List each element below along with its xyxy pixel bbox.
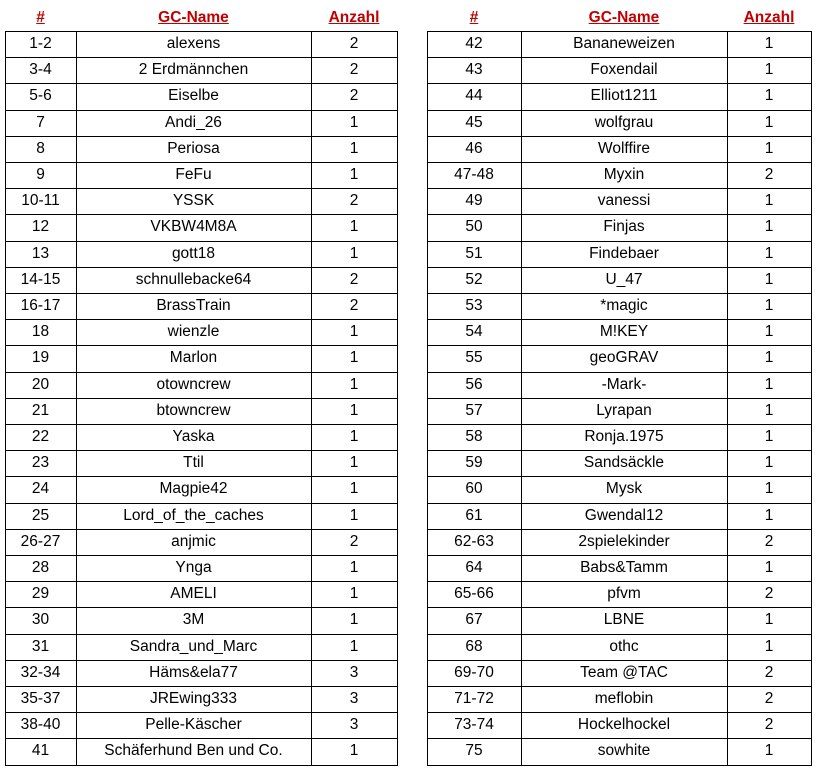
right-row-rank: 54 [465,323,483,341]
right-header-count: Anzahl [743,9,795,26]
right-row-count: 1 [764,113,774,131]
right-row-rank: 69-70 [454,663,494,681]
right-row-name: Team @TAC [580,663,668,681]
left-row-name: schnullebacke64 [135,270,252,288]
right-row-name: Hockelhockel [577,716,671,734]
left-row-name: alexens [166,35,221,53]
right-row-rank: 42 [465,35,483,53]
right-row-count: 1 [764,61,774,79]
left-header-count: Anzahl [328,9,380,26]
left-row-count: 2 [349,297,359,315]
left-row-name: Sandra_und_Marc [129,637,258,655]
grid-line [427,686,812,687]
left-row-rank: 22 [31,428,50,446]
left-header-rank: # [36,9,45,26]
right-row-count: 1 [764,480,774,498]
left-row-count: 2 [349,270,359,288]
right-row-name: LBNE [603,611,645,629]
grid-line [397,31,398,765]
right-row-rank: 64 [465,559,483,577]
left-row-name: Yaska [172,428,215,446]
grid-line [427,136,812,137]
left-row-rank: 28 [31,559,50,577]
left-row-count: 1 [349,742,359,760]
left-row-count: 1 [349,375,359,393]
left-row-name: 3M [182,611,205,629]
grid-line [727,31,728,765]
grid-line [5,555,398,556]
grid-line [5,214,398,215]
grid-line [5,345,398,346]
right-row-rank: 51 [465,244,483,262]
right-row-rank: 73-74 [454,716,494,734]
grid-line [427,581,812,582]
left-row-name: otowncrew [156,375,231,393]
right-row-rank: 71-72 [454,690,494,708]
right-row-name: sowhite [597,742,651,760]
grid-line [5,450,398,451]
right-row-count: 1 [764,218,774,236]
right-row-name: Foxendail [590,61,658,79]
grid-line [5,765,398,766]
right-row-name: U_47 [605,270,643,288]
right-row-rank: 68 [465,637,483,655]
left-row-count: 3 [349,663,359,681]
right-row-count: 1 [764,87,774,105]
right-row-name: Gwendal12 [584,506,664,524]
grid-line [5,267,398,268]
left-row-count: 1 [349,349,359,367]
right-row-count: 2 [764,690,774,708]
right-row-name: Wolffire [598,139,650,157]
left-row-count: 2 [349,192,359,210]
grid-line [5,293,398,294]
left-row-name: Lord_of_the_caches [123,506,264,524]
grid-line [5,110,398,111]
right-row-name: wolfgrau [594,113,654,131]
right-row-count: 1 [764,742,774,760]
left-row-rank: 38-40 [20,716,61,734]
right-row-count: 2 [764,532,774,550]
left-row-count: 2 [349,61,359,79]
right-row-name: Lyrapan [596,401,652,419]
left-row-count: 3 [349,690,359,708]
grid-line [5,424,398,425]
right-row-name: geoGRAV [589,349,659,367]
grid-line [427,529,812,530]
right-row-count: 1 [764,244,774,262]
left-row-count: 2 [349,532,359,550]
left-row-name: Häms&ela77 [149,663,238,681]
left-row-count: 2 [349,35,359,53]
left-row-name: Periosa [167,139,220,157]
left-row-rank: 20 [31,375,50,393]
left-row-count: 1 [349,611,359,629]
right-row-count: 2 [764,166,774,184]
grid-line [427,450,812,451]
right-row-rank: 45 [465,113,483,131]
left-row-name: Pelle-Käscher [145,716,242,734]
grid-line [5,372,398,373]
grid-line [76,31,77,765]
left-row-count: 1 [349,139,359,157]
right-row-count: 1 [764,323,774,341]
right-row-count: 1 [764,297,774,315]
left-row-rank: 10-11 [21,192,60,210]
right-row-rank: 44 [465,87,483,105]
right-row-count: 1 [764,35,774,53]
left-row-name: Magpie42 [159,480,228,498]
left-row-rank: 24 [31,480,50,498]
right-row-rank: 56 [465,375,483,393]
right-row-count: 1 [764,611,774,629]
left-row-count: 1 [349,637,359,655]
grid-line [427,765,812,766]
left-row-rank: 35-37 [20,690,61,708]
left-row-count: 1 [349,506,359,524]
grid-line [5,581,398,582]
right-row-name: Babs&Tamm [580,559,668,577]
right-row-count: 1 [764,192,774,210]
left-row-count: 1 [349,480,359,498]
left-row-count: 1 [349,323,359,341]
left-row-rank: 9 [36,166,45,184]
right-row-count: 1 [764,401,774,419]
right-row-count: 1 [764,349,774,367]
left-row-rank: 3-4 [29,61,52,79]
grid-line [5,31,398,32]
right-row-name: -Mark- [601,375,647,393]
grid-line [427,424,812,425]
grid-line [427,57,812,58]
left-row-rank: 41 [31,742,50,760]
grid-line [5,634,398,635]
left-row-rank: 7 [36,113,45,131]
grid-line [311,31,312,765]
right-row-count: 1 [764,375,774,393]
right-row-count: 2 [764,585,774,603]
grid-line [427,476,812,477]
right-row-rank: 61 [465,506,483,524]
right-row-count: 2 [764,663,774,681]
grid-line [427,110,812,111]
left-row-count: 2 [349,87,359,105]
grid-line [5,188,398,189]
left-row-name: btowncrew [156,401,231,419]
right-row-count: 1 [764,506,774,524]
left-row-rank: 18 [31,323,50,341]
right-row-name: Sandsäckle [583,454,665,472]
right-row-count: 1 [764,454,774,472]
right-row-name: *magic [600,297,648,315]
grid-line [427,398,812,399]
right-row-rank: 65-66 [454,585,494,603]
right-row-rank: 52 [465,270,483,288]
right-row-count: 1 [764,139,774,157]
left-row-rank: 26-27 [20,532,61,550]
grid-line [427,319,812,320]
right-row-name: M!KEY [599,323,649,341]
right-row-name: othc [609,637,639,655]
left-row-name: Ynga [175,559,212,577]
left-row-name: anjmic [171,532,216,550]
right-row-rank: 60 [465,480,483,498]
left-row-rank: 14-15 [20,270,61,288]
left-row-name: 2 Erdmännchen [138,61,249,79]
grid-line [427,634,812,635]
grid-line [5,712,398,713]
grid-line [427,660,812,661]
left-row-rank: 29 [31,585,50,603]
left-row-rank: 23 [31,454,50,472]
left-row-count: 1 [349,166,359,184]
left-row-name: gott18 [171,244,216,262]
right-row-rank: 47-48 [454,166,494,184]
left-row-name: BrassTrain [156,297,231,315]
left-row-name: FeFu [175,166,212,184]
right-row-count: 2 [764,716,774,734]
left-row-count: 1 [349,244,359,262]
right-row-name: meflobin [594,690,654,708]
grid-line [5,319,398,320]
left-row-rank: 30 [31,611,50,629]
right-row-name: Myxin [603,166,645,184]
grid-line [521,31,522,765]
grid-line [5,162,398,163]
right-row-name: Findebaer [589,244,659,262]
grid-line [5,31,6,765]
right-row-name: 2spielekinder [578,532,670,550]
right-header-name: GC-Name [588,9,660,26]
right-row-rank: 59 [465,454,483,472]
grid-line [5,607,398,608]
grid-line [427,267,812,268]
right-row-count: 1 [764,637,774,655]
left-row-name: Andi_26 [165,113,222,131]
grid-line [427,555,812,556]
left-row-rank: 25 [31,506,50,524]
right-row-name: Elliot1211 [590,87,658,105]
left-row-count: 1 [349,401,359,419]
right-row-name: pfvm [607,585,641,603]
right-row-name: Bananeweizen [573,35,675,53]
left-row-name: YSSK [172,192,215,210]
right-row-rank: 43 [465,61,483,79]
left-row-count: 1 [349,218,359,236]
right-row-count: 1 [764,270,774,288]
grid-line [427,607,812,608]
left-row-rank: 1-2 [29,35,52,53]
right-row-rank: 75 [465,742,483,760]
right-row-rank: 58 [465,428,483,446]
grid-line [811,31,812,765]
right-row-rank: 46 [465,139,483,157]
grid-line [427,293,812,294]
left-row-rank: 21 [31,401,50,419]
grid-line [5,476,398,477]
grid-line [427,345,812,346]
grid-line [5,503,398,504]
grid-line [427,31,428,765]
right-row-rank: 62-63 [454,532,494,550]
grid-line [427,503,812,504]
right-header-rank: # [469,9,479,26]
right-row-rank: 53 [465,297,483,315]
left-row-name: Schäferhund Ben und Co. [104,742,283,760]
left-row-count: 3 [349,716,359,734]
grid-line [5,529,398,530]
grid-line [427,188,812,189]
left-row-name: Eiselbe [168,87,219,105]
right-row-name: Mysk [605,480,643,498]
left-row-name: wienzle [167,323,220,341]
grid-line [427,31,812,32]
right-row-rank: 67 [465,611,483,629]
grid-line [427,241,812,242]
grid-line [5,136,398,137]
left-row-rank: 19 [31,349,50,367]
left-row-rank: 5-6 [29,87,52,105]
grid-line [5,57,398,58]
left-row-count: 1 [349,559,359,577]
grid-line [427,712,812,713]
right-row-count: 1 [764,559,774,577]
grid-line [5,738,398,739]
left-row-count: 1 [349,113,359,131]
grid-line [5,660,398,661]
grid-line [5,398,398,399]
left-row-name: Marlon [169,349,218,367]
grid-line [427,372,812,373]
left-row-name: JREwing333 [149,690,238,708]
right-row-name: Finjas [603,218,645,236]
left-row-count: 1 [349,585,359,603]
left-row-rank: 12 [31,218,50,236]
grid-line [427,162,812,163]
left-row-rank: 16-17 [20,297,61,315]
right-row-name: Ronja.1975 [584,428,664,446]
left-row-count: 1 [349,428,359,446]
left-row-name: Ttil [183,454,204,472]
left-row-name: VKBW4M8A [150,218,237,236]
grid-line [427,214,812,215]
grid-line [427,83,812,84]
left-row-rank: 31 [31,637,50,655]
right-row-rank: 49 [465,192,483,210]
right-row-rank: 55 [465,349,483,367]
left-row-rank: 13 [31,244,50,262]
left-row-rank: 32-34 [20,663,61,681]
left-row-count: 1 [349,454,359,472]
left-header-name: GC-Name [158,9,229,26]
right-row-count: 1 [764,428,774,446]
grid-line [427,738,812,739]
left-row-name: AMELI [170,585,217,603]
grid-line [5,241,398,242]
right-row-rank: 57 [465,401,483,419]
left-row-rank: 8 [36,139,45,157]
grid-line [5,686,398,687]
right-row-name: vanessi [597,192,651,210]
right-row-rank: 50 [465,218,483,236]
grid-line [5,83,398,84]
